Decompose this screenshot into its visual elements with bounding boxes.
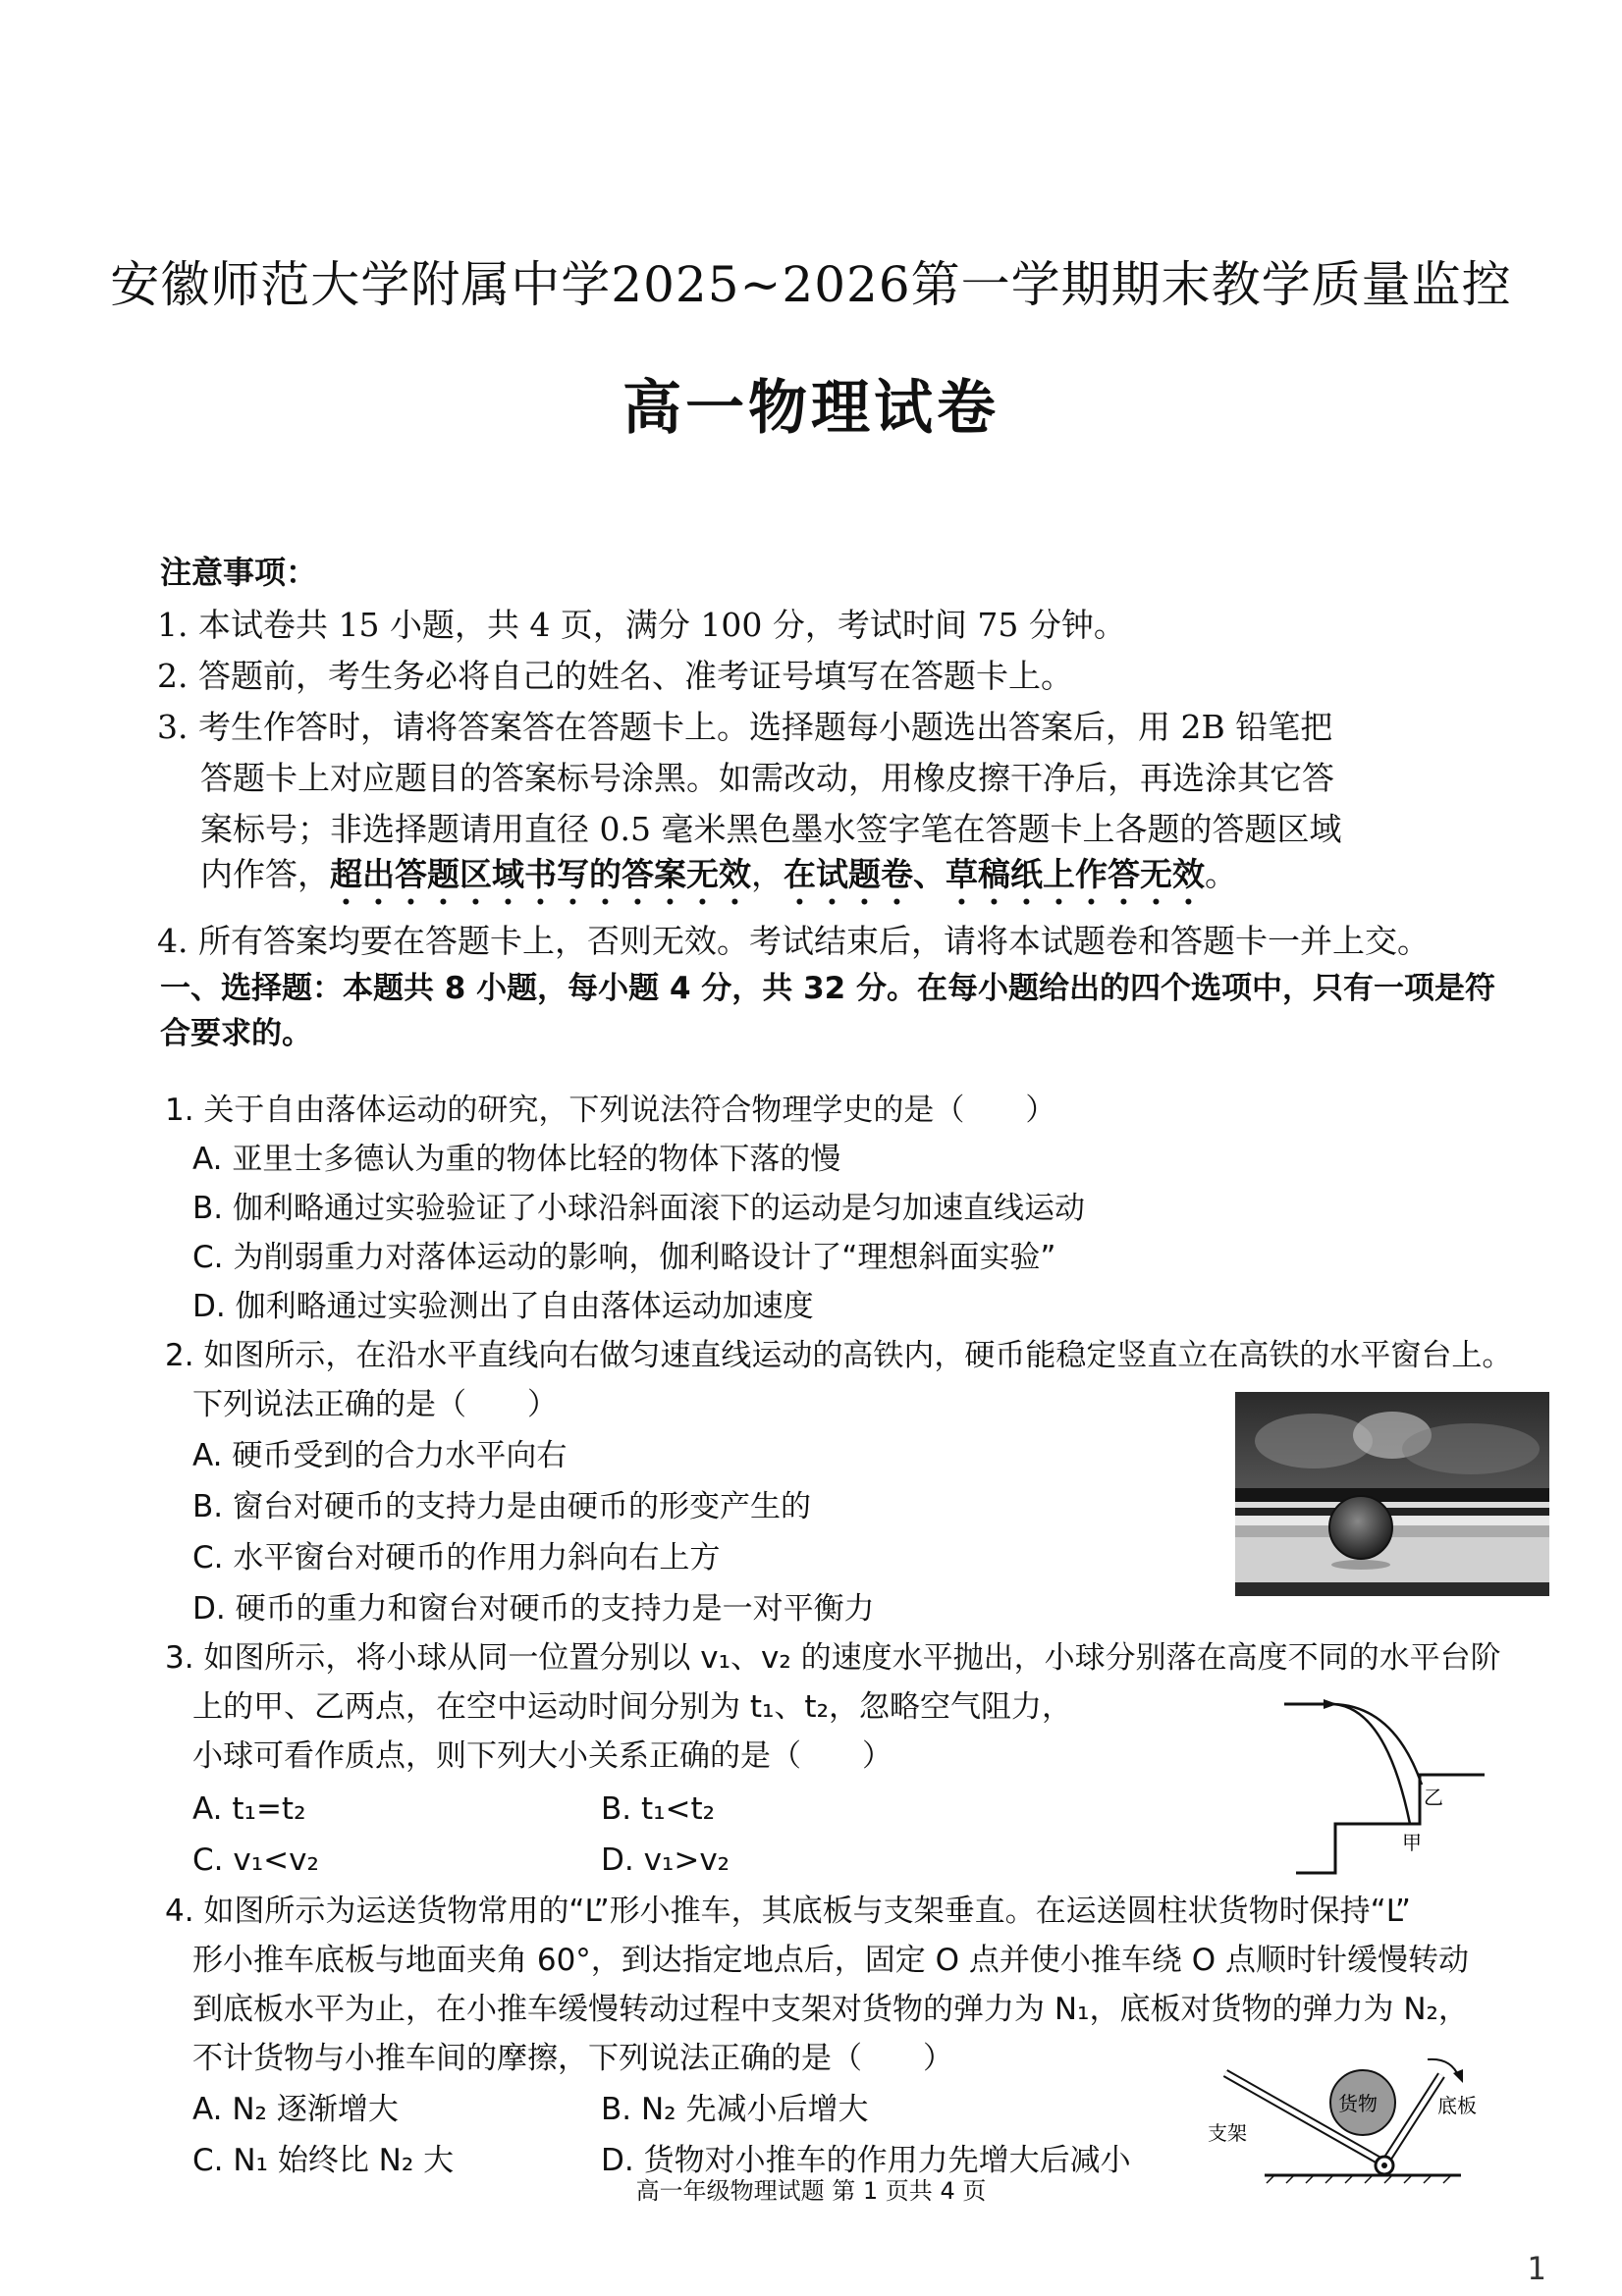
- trajectory-2: [1333, 1704, 1422, 1785]
- notice-item-4: 4. 所有答案均要在答题卡上，否则无效。考试结束后，请将本试题卷和答题卡一并上交。: [157, 922, 1430, 960]
- question-4-stem-line-2: 形小推车底板与地面夹角 60°，到达指定地点后，固定 O 点并使小推车绕 O 点顺时针缓慢转动: [192, 1943, 1470, 1978]
- question-4-option-a: A. N₂ 逐渐增大: [192, 2092, 399, 2127]
- question-1-option-a: A. 亚里士多德认为重的物体比轻的物体下落的慢: [192, 1142, 841, 1177]
- trajectory-1: [1333, 1704, 1410, 1824]
- question-4-option-d: D. 货物对小推车的作用力先增大后减小: [601, 2143, 1131, 2178]
- question-1-option-b: B. 伽利略通过实验验证了小球沿斜面滚下的运动是匀加速直线运动: [192, 1191, 1085, 1226]
- point-jia-label: 甲: [1402, 1831, 1422, 1854]
- question-2-option-b: B. 窗台对硬币的支持力是由硬币的形变产生的: [192, 1489, 811, 1524]
- coin-on-windowsill-photo: [1235, 1392, 1549, 1596]
- cargo-label: 货物: [1338, 2092, 1378, 2115]
- question-1-option-d: D. 伽利略通过实验测出了自由落体运动加速度: [192, 1289, 814, 1324]
- question-4-stem-line-3: 到底板水平为止，在小推车缓慢转动过程中支架对货物的弹力为 N₁，底板对货物的弹力为 N₂，: [192, 1992, 1469, 2027]
- question-3-option-a: A. t₁=t₂: [192, 1791, 306, 1827]
- notice-item-3-line-4: [200, 850, 1237, 913]
- school-line: 安徽师范大学附属中学2025~2026第一学期期末教学质量监控: [110, 256, 1512, 313]
- emphasized-warning-1: 超出答题区域书写的答案无效: [330, 855, 751, 893]
- point-yi-label: 乙: [1424, 1786, 1443, 1809]
- question-1-stem: 1. 关于自由落体运动的研究，下列说法符合物理学史的是（ ）: [165, 1093, 1056, 1128]
- stair-steps: [1296, 1775, 1485, 1873]
- question-4-option-b: B. N₂ 先减小后增大: [601, 2092, 869, 2127]
- question-4-option-c: C. N₁ 始终比 N₂ 大: [192, 2143, 455, 2178]
- rotation-arrow: [1428, 2059, 1459, 2077]
- question-3-stem-line-2: 上的甲、乙两点，在空中运动时间分别为 t₁、t₂，忽略空气阻力，: [192, 1689, 1073, 1725]
- base-plate-label: 底板: [1437, 2094, 1477, 2117]
- notice-text: ，: [751, 855, 784, 893]
- question-1-option-c: C. 为削弱重力对落体运动的影响，伽利略设计了“理想斜面实验”: [192, 1240, 1056, 1275]
- notice-item-2: 2. 答题前，考生务必将自己的姓名、准考证号填写在答题卡上。: [157, 657, 1073, 695]
- notice-item-3-line-1: 3. 考生作答时，请将答案答在答题卡上。选择题每小题选出答案后，用 2B 铅笔把: [157, 708, 1333, 746]
- question-3-option-c: C. v₁<v₂: [192, 1842, 319, 1878]
- notice-item-3-line-3: 案标号；非选择题请用直径 0.5 毫米黑色墨水签字笔在答题卡上各题的答题区域: [200, 810, 1342, 848]
- question-4-stem-line-1: 4. 如图所示为运送货物常用的“L”形小推车，其底板与支架垂直。在运送圆柱状货物时保持“L”: [165, 1894, 1411, 1929]
- question-3-stem-line-3: 小球可看作质点，则下列大小关系正确的是（ ）: [192, 1738, 892, 1774]
- projectile-stairs-diagram: [1276, 1696, 1492, 1879]
- question-2-stem-line-2: 下列说法正确的是（ ）: [192, 1387, 558, 1422]
- section-heading-line-1: 一、选择题：本题共 8 小题，每小题 4 分，共 32 分。在每小题给出的四个选项中，只有一项是符: [160, 971, 1496, 1006]
- question-2-option-d: D. 硬币的重力和窗台对硬币的支持力是一对平衡力: [192, 1591, 875, 1627]
- question-3-stem-line-1: 3. 如图所示，将小球从同一位置分别以 v₁、v₂ 的速度水平抛出，小球分别落在高度不同的水平台阶: [165, 1640, 1501, 1676]
- notice-text: 内作答，: [200, 855, 330, 893]
- section-heading-line-2: 合要求的。: [160, 1016, 312, 1051]
- question-3-option-b: B. t₁<t₂: [601, 1791, 716, 1827]
- question-2-stem-line-1: 2. 如图所示，在沿水平直线向右做匀速直线运动的高铁内，硬币能稳定竖直立在高铁的水平窗台上。: [165, 1338, 1513, 1373]
- page-number: 1: [1527, 2250, 1546, 2287]
- velocity-arrow: [1324, 1699, 1337, 1709]
- page-footer: 高一年级物理试题 第 1 页共 4 页: [635, 2177, 987, 2205]
- notice-heading: 注意事项：: [160, 554, 318, 591]
- notice-item-1: 1. 本试卷共 15 小题，共 4 页，满分 100 分，考试时间 75 分钟。: [157, 606, 1126, 644]
- l-cart-diagram: [1206, 2054, 1500, 2185]
- bracket-label: 支架: [1208, 2121, 1247, 2145]
- question-2-option-c: C. 水平窗台对硬币的作用力斜向右上方: [192, 1540, 721, 1575]
- emphasized-warning-2: 在试题卷、草稿纸上作答无效: [784, 855, 1205, 893]
- page-title: 高一物理试卷: [622, 374, 1000, 443]
- notice-item-3-line-2: 答题卡上对应题目的答案标号涂黑。如需改动，用橡皮擦干净后，再选涂其它答: [200, 759, 1334, 797]
- question-3-option-d: D. v₁>v₂: [601, 1842, 730, 1878]
- notice-text: 。: [1205, 855, 1237, 893]
- question-4-stem-line-4: 不计货物与小推车间的摩擦，下列说法正确的是（ ）: [192, 2041, 953, 2076]
- question-2-option-a: A. 硬币受到的合力水平向右: [192, 1438, 568, 1473]
